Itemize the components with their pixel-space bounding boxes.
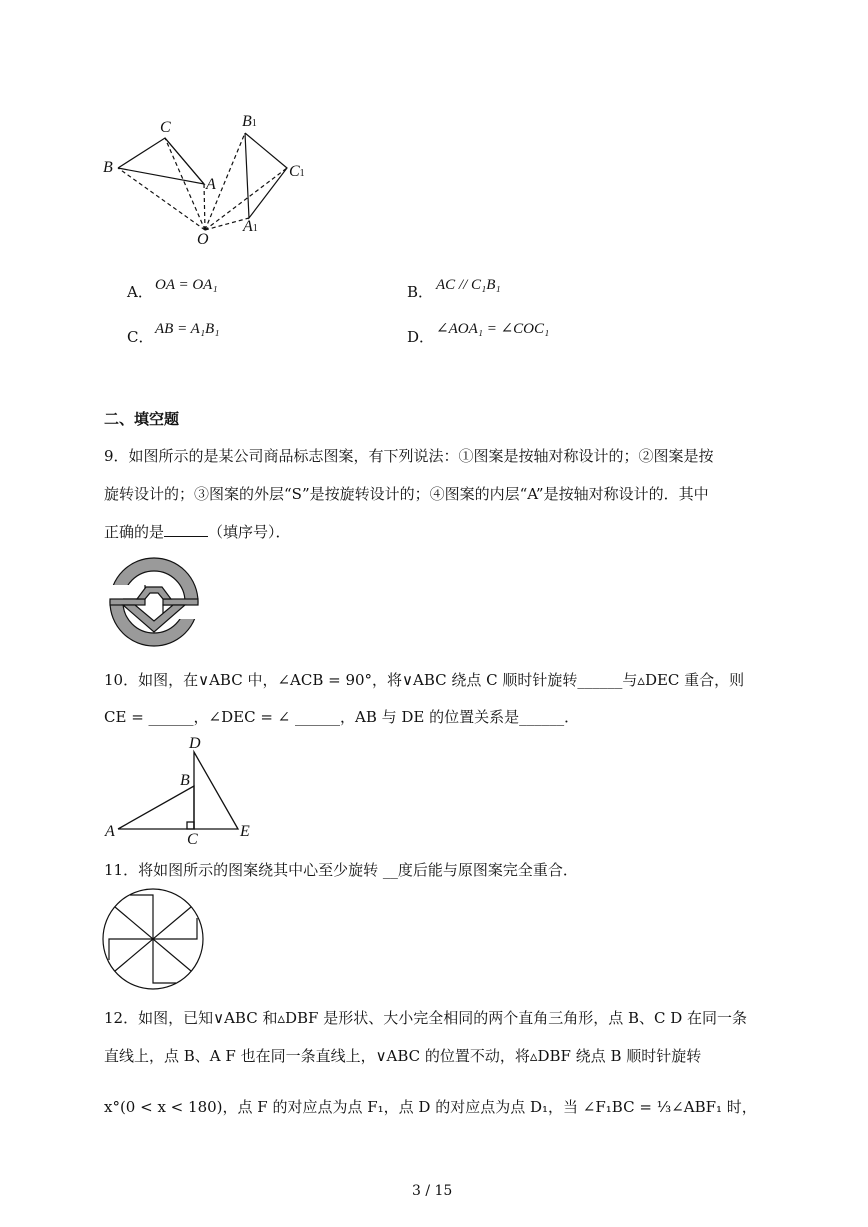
- option-d-letter: D．: [407, 328, 435, 346]
- option-b-text: AC // C₁B₁: [436, 277, 501, 293]
- q11-line1: 11．将如图所示的图案绕其中心至少旋转 __度后能与原图案完全重合．: [104, 861, 578, 879]
- option-d-text: ∠AOA₁ = ∠COC₁: [436, 321, 550, 337]
- page-number: 3 / 15: [412, 1183, 453, 1199]
- label-B: B: [103, 159, 113, 176]
- label-C: C: [160, 119, 171, 136]
- option-c-text: AB = A₁B₁: [155, 321, 220, 337]
- rotation-figure: [0, 0, 868, 260]
- q9-line2: 旋转设计的；③图案的外层“S”是按旋转设计的；④图案的内层“A”是按轴对称设计的．其中: [104, 485, 709, 503]
- q10-line2: CE = ______，∠DEC = ∠ ______，AB 与 DE 的位置关系是______．: [104, 708, 580, 726]
- option-b-letter: B．: [407, 283, 434, 301]
- q12-line2: 直线上，点 B、A F 也在同一条直线上，∨ABC 的位置不动，将▵DBF 绕点 B 顺时针旋转: [104, 1047, 702, 1065]
- label-C1: C1: [289, 163, 305, 180]
- label-C-q10: C: [187, 831, 198, 848]
- q9-line3: 正确的是 （填序号）．: [104, 523, 291, 541]
- q12-line3: x°(0 < x < 180)，点 F 的对应点为点 F₁，点 D 的对应点为点 D₁，当 ∠F₁BC = ⅓∠ABF₁ 时，: [104, 1098, 757, 1116]
- section-title: 二、填空题: [104, 410, 180, 428]
- q10-line1: 10．如图，在∨ABC 中，∠ACB = 90°，将∨ABC 绕点 C 顺时针旋转______与▵DEC 重合，则: [104, 671, 745, 689]
- q9-line1: 9．如图所示的是某公司商品标志图案，有下列说法：①图案是按轴对称设计的；②图案是按: [104, 447, 714, 465]
- option-c-letter: C．: [127, 328, 154, 346]
- label-A-q10: A: [105, 823, 115, 840]
- option-a-letter: A．: [127, 283, 153, 301]
- label-E-q10: E: [240, 823, 250, 840]
- label-A1: A1: [243, 218, 258, 235]
- pinwheel-figure: [102, 890, 206, 994]
- label-A: A: [206, 176, 216, 193]
- company-logo: [101, 557, 211, 647]
- label-B1: B1: [242, 113, 257, 130]
- label-B-q10: B: [180, 772, 190, 789]
- q12-line1: 12．如图，已知∨ABC 和▵DBF 是形状、大小完全相同的两个直角三角形，点 B、C D 在同一条: [104, 1009, 748, 1027]
- label-D: D: [189, 735, 201, 752]
- answer-blank[interactable]: [164, 522, 208, 537]
- label-O: O: [197, 231, 209, 248]
- option-a-text: OA = OA₁: [155, 277, 218, 293]
